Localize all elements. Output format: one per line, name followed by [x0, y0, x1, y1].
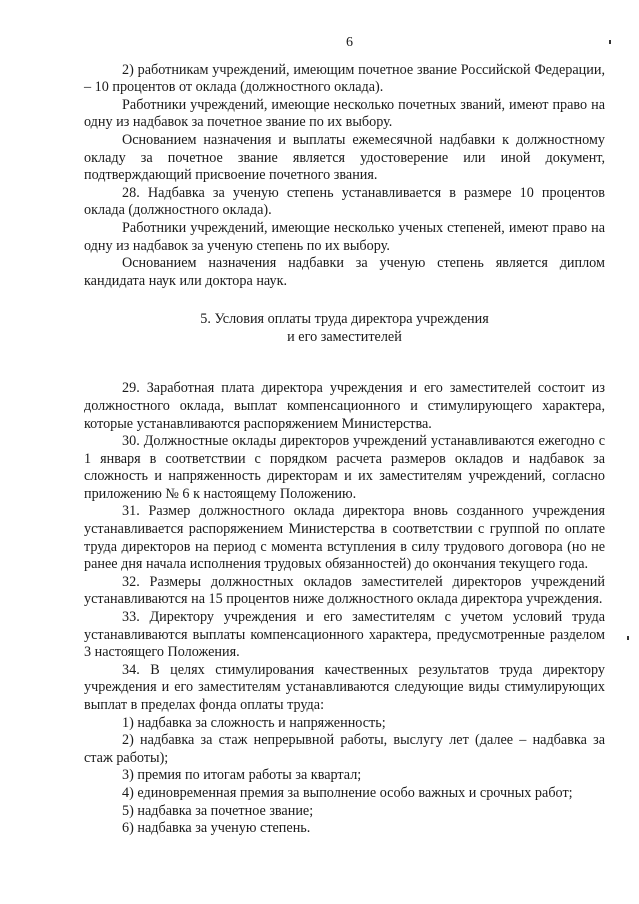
section-heading-line-2: и его заместителей: [287, 329, 402, 346]
paragraph: 29. Заработная плата директора учреждения и его заместителей состоит из должностного оклада, выплат компенсационного и стимулирующего характера, которые устанавливаются распоряжением Министерства.: [84, 380, 605, 432]
paragraph: 2) работникам учреждений, имеющим почетное звание Российской Федерации, – 10 процентов от оклада (должностного оклада).: [84, 61, 605, 96]
list-item: 6) надбавка за ученую степень.: [122, 820, 311, 837]
scan-speck: [609, 40, 611, 44]
page-number: 6: [346, 35, 353, 50]
paragraph: 28. Надбавка за ученую степень устанавливается в размере 10 процентов оклада (должностного оклада).: [84, 184, 605, 219]
section-heading: [84, 310, 605, 346]
paragraph: 30. Должностные оклады директоров учреждений устанавливаются ежегодно с 1 января в соответствии с порядком расчета размеров окладов и надбавок за сложность и напряженность директорам и их заместителям учреждений, согласно приложению № 6 к настоящему Положению.: [84, 433, 605, 502]
paragraph: Основанием назначения и выплаты ежемесячной надбавки к должностному окладу за почетное звание является удостоверение или иной документ, подтверждающий присвоение почетного звания.: [84, 131, 605, 184]
paragraph: 33. Директору учреждения и его заместителям с учетом условий труда устанавливаются выплаты компенсационного характера, предусмотренные разделом 3 настоящего Положения.: [84, 609, 605, 661]
list-item: 1) надбавка за сложность и напряженность;: [122, 714, 386, 731]
paragraph: 32. Размеры должностных окладов заместителей директоров учреждений устанавливаются на 15 процентов ниже должностного оклада директора учреждения.: [84, 573, 605, 608]
list-item: 4) единовременная премия за выполнение особо важных и срочных работ;: [122, 784, 573, 801]
paragraph: Работники учреждений, имеющие несколько почетных званий, имеют право на одну из надбавок за почетное звание по их выбору.: [84, 96, 605, 131]
paragraph: Работники учреждений, имеющие несколько ученых степеней, имеют право на одну из надбавок за ученую степень по их выбору.: [84, 219, 605, 254]
paragraph: 31. Размер должностного оклада директора вновь созданного учреждения устанавливается распоряжением Министерства в соответствии с группой по оплате труда директоров на период с момента вступления в силу трудового договора (но не ранее дня начала исполнения трудовых обязанностей) до окончания текущего года.: [84, 503, 605, 573]
section-heading-line-1: 5. Условия оплаты труда директора учреждения: [200, 311, 489, 328]
list-item: 2) надбавка за стаж непрерывной работы, выслугу лет (далее – надбавка за стаж работы);: [84, 732, 605, 766]
scan-speck: [627, 636, 629, 640]
paragraph: Основанием назначения надбавки за ученую степень является диплом кандидата наук или доктора наук.: [84, 255, 605, 289]
list-item: 3) премия по итогам работы за квартал;: [122, 767, 362, 784]
paragraph: 34. В целях стимулирования качественных результатов труда директору учреждения и его заместителям устанавливаются следующие виды стимулирующих выплат в пределах фонда оплаты труда:: [84, 661, 605, 713]
list-item: 5) надбавка за почетное звание;: [122, 802, 314, 819]
